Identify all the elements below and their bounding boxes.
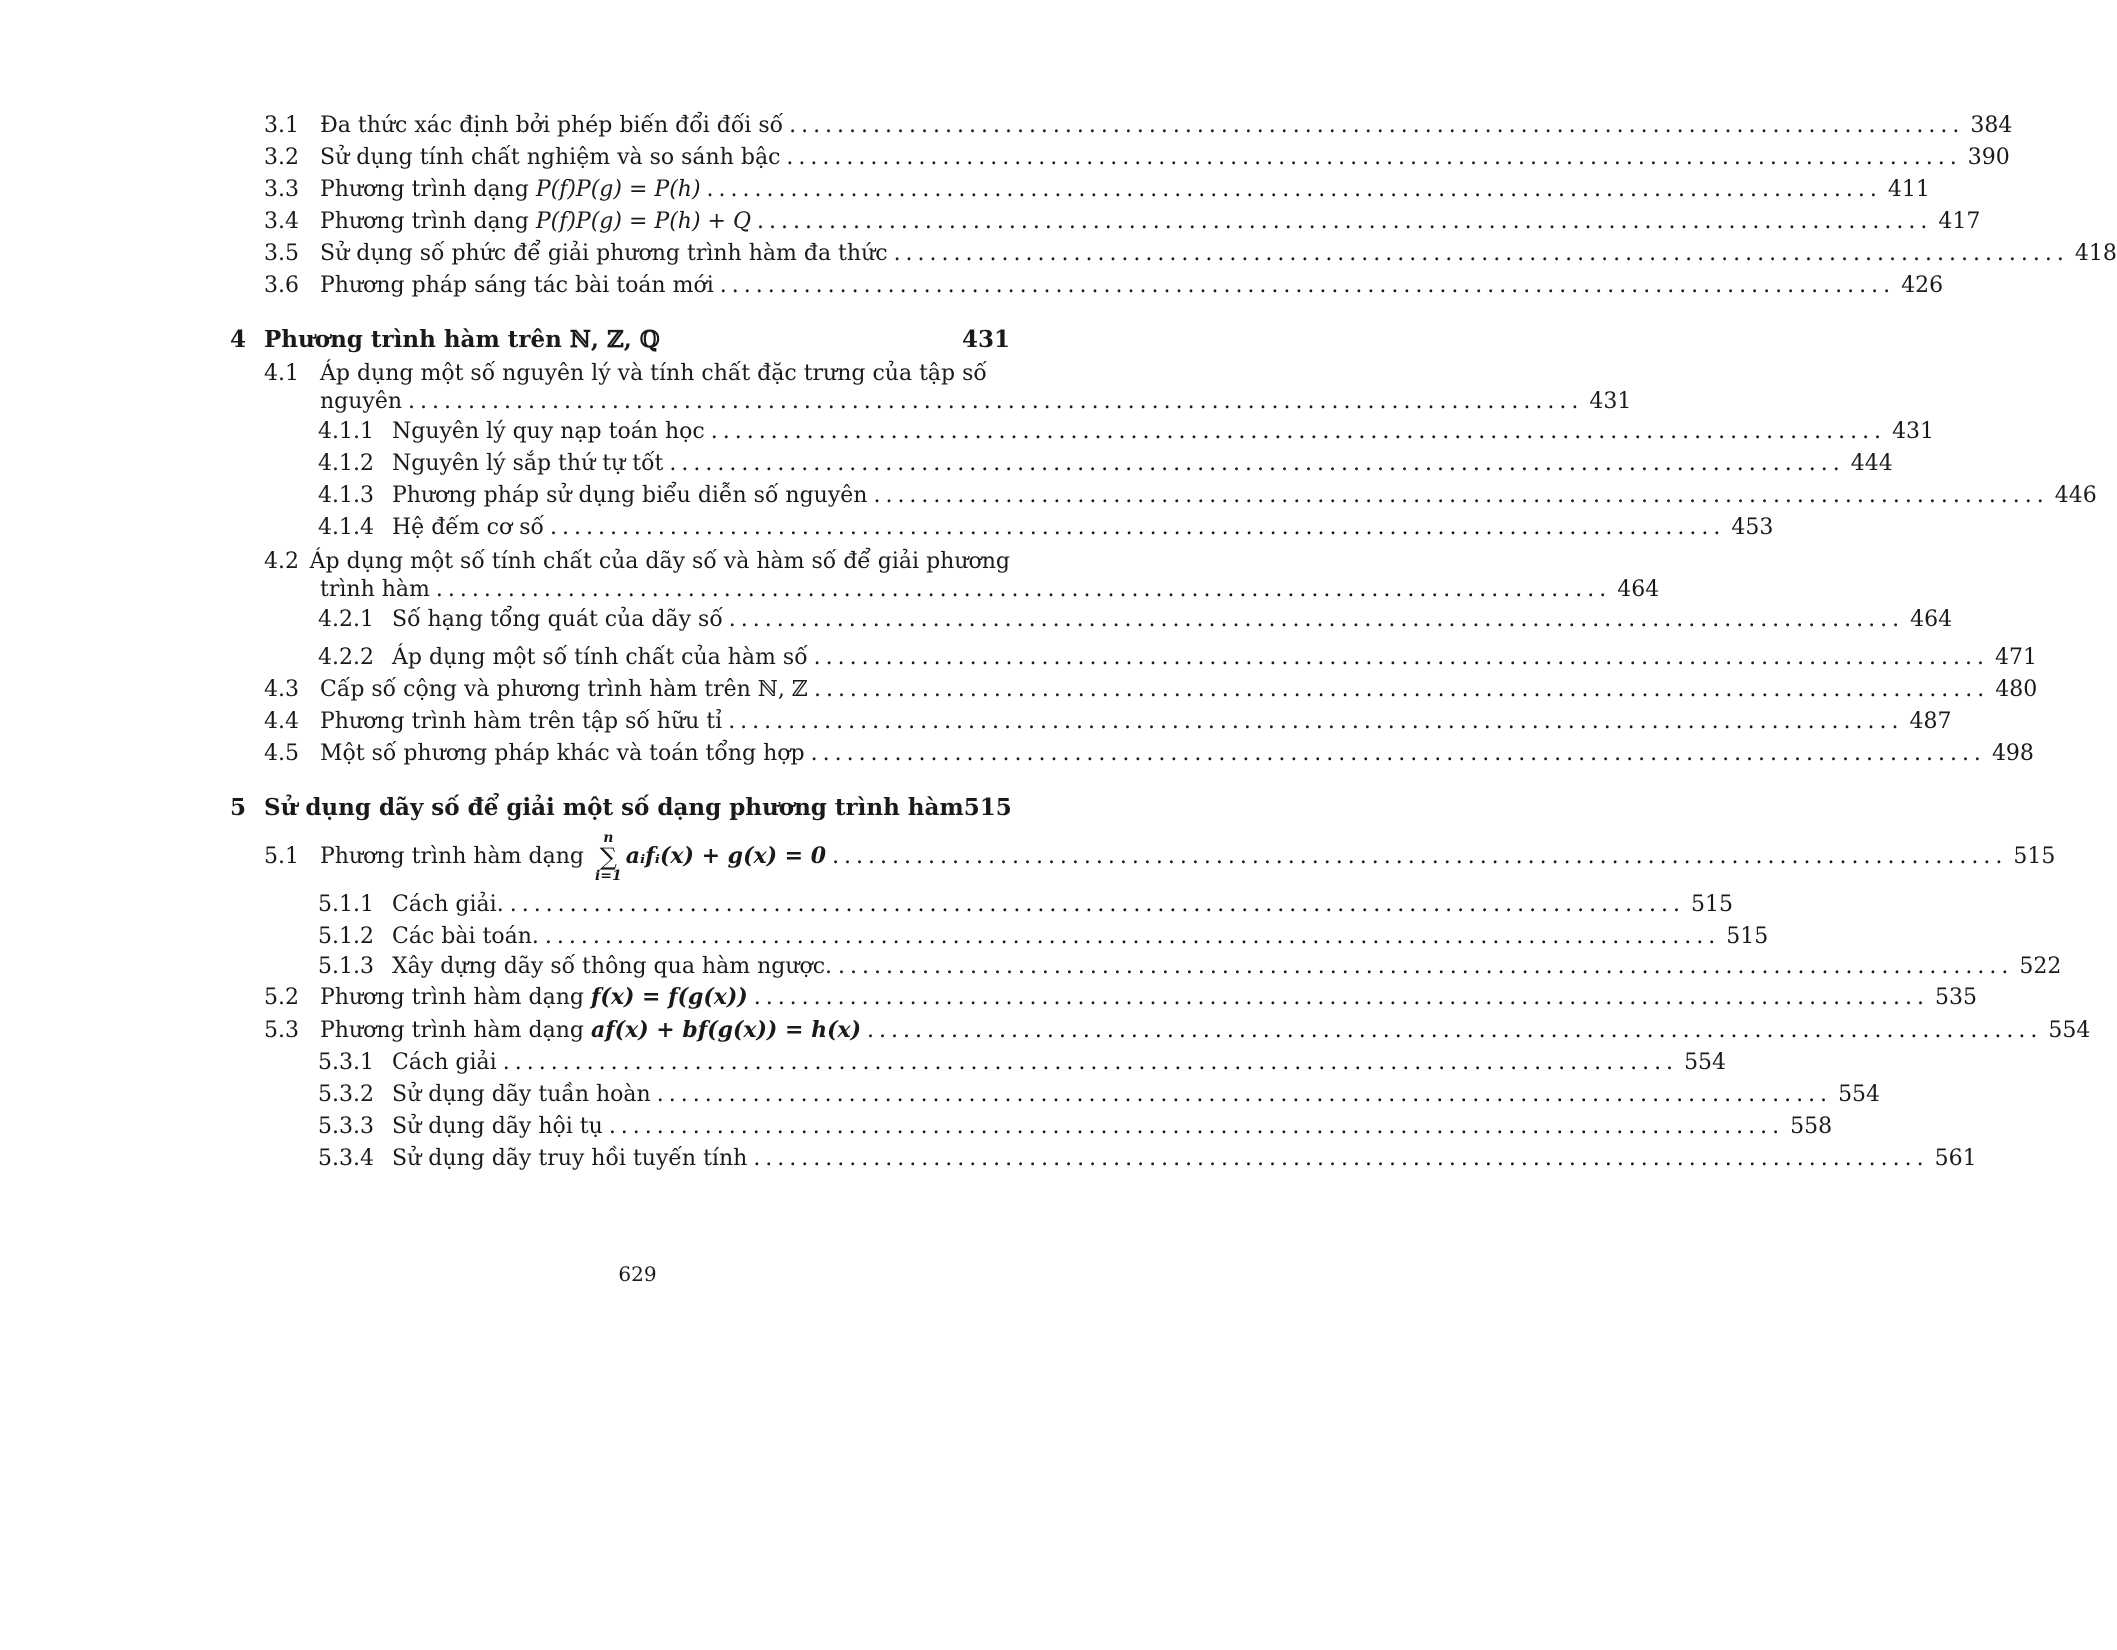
entry-title-text: Phương trình dạng <box>320 209 536 234</box>
entry-number: 4.3 <box>264 677 299 702</box>
dot-leader: .................................................................................................. <box>502 1050 1679 1075</box>
entry-page: 444 <box>1850 451 1893 476</box>
entry-number: 5.1.1 <box>318 892 374 917</box>
entry-page: 515 <box>2013 844 2056 869</box>
toc-entry-5-1-3[interactable] <box>230 953 2062 981</box>
entry-page: 384 <box>1970 113 2013 138</box>
entry-title: Một số phương pháp khác và toán tổng hợp <box>320 741 805 766</box>
entry-title: Sử dụng tính chất nghiệm và so sánh bậc <box>320 145 781 170</box>
entry-title <box>320 1014 861 1047</box>
table-of-contents <box>230 110 2117 1175</box>
chapter-title: Phương trình hàm trên ℕ, ℤ, ℚ <box>264 326 660 353</box>
sum-lower-limit: i=1 <box>594 868 622 884</box>
entry-page: 464 <box>1617 577 1660 602</box>
toc-entry-4-4[interactable] <box>230 706 1952 738</box>
entry-title <box>320 981 748 1014</box>
entry-number: 4.5 <box>264 741 299 766</box>
toc-entry-4-1-4[interactable] <box>230 512 1774 544</box>
entry-page: 464 <box>1910 607 1953 632</box>
toc-entry-5-3-1[interactable] <box>230 1047 1727 1079</box>
toc-entry-5-3-3[interactable] <box>230 1111 1833 1143</box>
chapter-number: 4 <box>230 326 247 353</box>
entry-page: 453 <box>1731 515 1774 540</box>
dot-leader: .................................................................................................. <box>838 954 2014 979</box>
entry-number: 4.1.1 <box>318 419 374 444</box>
toc-entry-4-1-3[interactable] <box>230 480 2097 512</box>
entry-title-text: Phương trình hàm dạng <box>320 1018 591 1043</box>
entry-page: 418 <box>2074 241 2117 266</box>
toc-entry-4-2-2[interactable] <box>230 642 2037 674</box>
entry-page: 554 <box>1684 1050 1727 1075</box>
dot-leader: .................................................................................................. <box>893 241 2069 266</box>
toc-entry-5-1-2[interactable] <box>230 921 1769 953</box>
entry-title-line1: Áp dụng một số nguyên lý và tính chất đặc trưng của tập số <box>320 361 987 386</box>
entry-title: Đa thức xác định bởi phép biến đổi đối số <box>320 113 784 138</box>
entry-number: 4.1 <box>264 361 299 386</box>
dot-leader: .................................................................................................. <box>728 607 1905 632</box>
entry-title-line1: Áp dụng một số tính chất của dãy số và hàm số để giải phương <box>309 549 1010 574</box>
toc-entry-5-3-2[interactable] <box>230 1079 1881 1111</box>
entry-page: 417 <box>1938 209 1981 234</box>
entry-title: Cấp số cộng và phương trình hàm trên ℕ, ℤ <box>320 677 808 702</box>
dot-leader: .................................................................................................. <box>786 145 1962 170</box>
entry-title-line2: nguyên <box>320 389 403 414</box>
chapter-title: Sử dụng dãy số để giải một số dạng phương trình hàm <box>264 794 964 821</box>
entry-page: 554 <box>2048 1018 2091 1043</box>
entry-page: 498 <box>1991 741 2034 766</box>
toc-entry-4-1-2[interactable] <box>230 448 1893 480</box>
toc-chapter-4[interactable] <box>230 324 1010 356</box>
entry-title: Sử dụng dãy tuần hoàn <box>392 1082 651 1107</box>
entry-page: 535 <box>1935 985 1978 1010</box>
dot-leader: .................................................................................................. <box>813 645 1989 670</box>
dot-leader: .................................................................................................. <box>549 515 1726 540</box>
entry-number: 4.2 <box>264 549 299 574</box>
entry-page: 480 <box>1995 677 2038 702</box>
entry-page: 411 <box>1887 177 1930 202</box>
entry-number: 5.2 <box>264 985 299 1010</box>
entry-title-line2: trình hàm <box>320 577 430 602</box>
toc-entry-5-3-4[interactable] <box>230 1143 1977 1175</box>
dot-leader: .................................................................................................. <box>669 451 1845 476</box>
dot-leader: .................................................................................................. <box>832 844 2008 869</box>
toc-entry-3-2[interactable] <box>230 142 2010 174</box>
toc-entry-3-6[interactable] <box>230 270 1944 302</box>
dot-leader: .................................................................................................. <box>544 924 1721 949</box>
entry-title: Nguyên lý quy nạp toán học <box>392 419 705 444</box>
entry-number: 3.1 <box>264 113 299 138</box>
entry-number: 3.6 <box>264 273 299 298</box>
entry-number: 3.2 <box>264 145 299 170</box>
dot-leader: .................................................................................................. <box>608 1114 1785 1139</box>
dot-leader: .................................................................................................. <box>873 483 2049 508</box>
entry-number: 5.3.4 <box>318 1146 374 1171</box>
page-number: 629 <box>618 1262 657 1286</box>
dot-leader: .................................................................................................. <box>789 113 1965 138</box>
dot-leader: .................................................................................................. <box>435 577 1612 602</box>
entry-formula: af(x) + bf(g(x)) = h(x) <box>590 1017 862 1043</box>
entry-title: Phương pháp sử dụng biểu diễn số nguyên <box>392 483 868 508</box>
summation-symbol: n ∑ i=1 <box>594 830 622 884</box>
entry-title-text: Phương trình dạng <box>320 177 536 202</box>
entry-number: 4.2.2 <box>318 645 374 670</box>
entry-page: 446 <box>2054 483 2097 508</box>
entry-number: 4.4 <box>264 709 299 734</box>
entry-page: 561 <box>1934 1146 1977 1171</box>
toc-entry-4-1[interactable] <box>230 360 1632 416</box>
entry-page: 558 <box>1790 1114 1833 1139</box>
dot-leader: .................................................................................................. <box>753 1146 1929 1171</box>
dot-leader: .................................................................................................. <box>408 389 1584 414</box>
entry-title-text: Phương trình hàm dạng <box>320 985 591 1010</box>
entry-number: 3.4 <box>264 209 299 234</box>
entry-title: Áp dụng một số tính chất của hàm số <box>392 645 808 670</box>
toc-entry-5-3[interactable] <box>230 1014 2091 1047</box>
entry-number: 5.1.3 <box>318 954 374 979</box>
entry-number: 5.3.3 <box>318 1114 374 1139</box>
dot-leader: .................................................................................................. <box>719 273 1896 298</box>
entry-title: Sử dụng số phức để giải phương trình hàm đa thức <box>320 241 888 266</box>
toc-entry-3-3[interactable] <box>230 174 1930 206</box>
toc-chapter-5[interactable] <box>230 792 1010 824</box>
entry-number: 5.3 <box>264 1018 299 1043</box>
chapter-page: 515 <box>963 794 1012 821</box>
entry-title: Các bài toán. <box>392 924 539 949</box>
entry-title: Hệ đếm cơ số <box>392 515 544 540</box>
entry-page: 522 <box>2019 954 2062 979</box>
entry-title <box>320 174 701 206</box>
entry-formula: f(x) = f(g(x)) <box>590 984 748 1010</box>
dot-leader: .................................................................................................. <box>810 741 1986 766</box>
entry-number: 4.1.4 <box>318 515 374 540</box>
toc-entry-3-1[interactable] <box>230 110 2013 142</box>
entry-title: Phương pháp sáng tác bài toán mới <box>320 273 714 298</box>
entry-number: 5.1.2 <box>318 924 374 949</box>
entry-title: Sử dụng dãy truy hồi tuyến tính <box>392 1146 748 1171</box>
dot-leader: .................................................................................................. <box>867 1018 2043 1043</box>
toc-entry-5-1-1[interactable] <box>230 889 1734 921</box>
toc-entry-4-1-1[interactable] <box>230 416 1935 448</box>
entry-page: 426 <box>1901 273 1944 298</box>
entry-page: 431 <box>1589 389 1632 414</box>
entry-page: 431 <box>1892 419 1935 444</box>
entry-page: 471 <box>1995 645 2037 670</box>
entry-page: 390 <box>1967 145 2010 170</box>
entry-title: Sử dụng dãy hội tụ <box>392 1114 603 1139</box>
entry-number: 5.1 <box>264 844 299 869</box>
entry-title <box>320 828 826 885</box>
toc-entry-4-2-1[interactable] <box>230 604 1953 636</box>
entry-title: Cách giải <box>392 1050 497 1075</box>
entry-number: 4.1.3 <box>318 483 374 508</box>
entry-number: 4.1.2 <box>318 451 374 476</box>
entry-number: 3.3 <box>264 177 299 202</box>
toc-entry-5-1[interactable] <box>230 828 2056 885</box>
dot-leader: .................................................................................................. <box>710 419 1887 444</box>
toc-entry-5-2[interactable] <box>230 981 1978 1014</box>
dot-leader: .................................................................................................. <box>509 892 1686 917</box>
entry-formula: P(f)P(g) = P(h) <box>535 177 701 202</box>
dot-leader: .................................................................................................. <box>813 677 1990 702</box>
entry-page: 515 <box>1691 892 1734 917</box>
entry-number: 3.5 <box>264 241 299 266</box>
chapter-number: 5 <box>230 794 247 821</box>
dot-leader: .................................................................................................. <box>728 709 1904 734</box>
entry-page: 487 <box>1909 709 1952 734</box>
chapter-page: 431 <box>961 326 1010 353</box>
dot-leader: .................................................................................................. <box>753 985 1930 1010</box>
entry-title-text: Phương trình hàm dạng <box>320 844 591 869</box>
toc-entry-4-3[interactable] <box>230 674 2038 706</box>
entry-number: 4.2.1 <box>318 607 374 632</box>
entry-number: 5.3.1 <box>318 1050 374 1075</box>
toc-entry-4-5[interactable] <box>230 738 2034 770</box>
entry-title <box>320 206 751 238</box>
toc-entry-4-2[interactable] <box>230 548 1660 604</box>
entry-number: 5.3.2 <box>318 1082 374 1107</box>
toc-entry-3-4[interactable] <box>230 206 1981 238</box>
sum-upper-limit: n <box>603 830 614 846</box>
entry-page: 515 <box>1726 924 1769 949</box>
dot-leader: .................................................................................................. <box>656 1082 1833 1107</box>
entry-title: Số hạng tổng quát của dãy số <box>392 607 723 632</box>
entry-formula: aᵢfᵢ(x) + g(x) = 0 <box>625 843 827 869</box>
entry-title: Nguyên lý sắp thứ tự tốt <box>392 451 664 476</box>
toc-entry-3-5[interactable] <box>230 238 2117 270</box>
entry-title: Xây dựng dãy số thông qua hàm ngược. <box>392 954 833 979</box>
dot-leader: .................................................................................................. <box>757 209 1933 234</box>
dot-leader: .................................................................................................. <box>706 177 1882 202</box>
entry-title: Cách giải. <box>392 892 504 917</box>
entry-formula: P(f)P(g) = P(h) + Q <box>535 209 751 234</box>
entry-title: Phương trình hàm trên tập số hữu tỉ <box>320 709 723 734</box>
entry-page: 554 <box>1838 1082 1881 1107</box>
